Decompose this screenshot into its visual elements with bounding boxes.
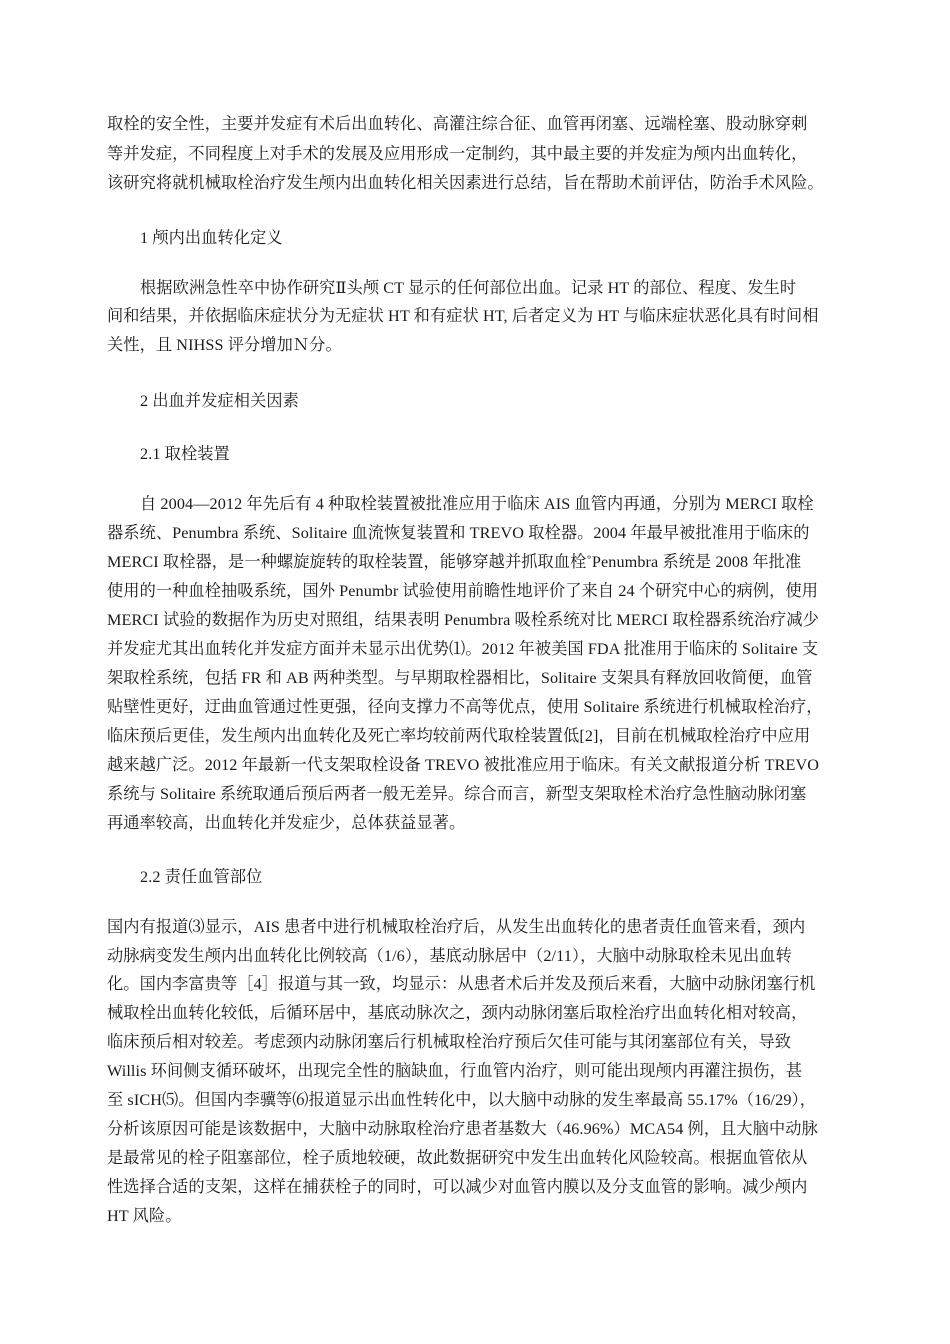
paragraph-line: MERCI 取栓器，是一种螺旋旋转的取栓装置，能够穿越并抓取血栓˚Penumbra 系统是 2008 年批准 — [107, 553, 802, 571]
paragraph-line: 关性，且 NIHSS 评分增加Ｎ分。 — [107, 336, 342, 354]
subsection-heading: 2.1 取栓装置 — [140, 445, 230, 463]
paragraph-line: 化。国内李富贵等［4］报道与其一致，均显示：从患者术后并发及预后来看，大脑中动脉闭塞行机 — [107, 975, 816, 993]
paragraph-line: 根据欧洲急性卒中协作研究Ⅱ头颅 CT 显示的任何部位出血。记录 HT 的部位、程度、发生时 — [140, 279, 797, 297]
paragraph-line: 自 2004—2012 年先后有 4 种取栓装置被批准应用于临床 AIS 血管内再通，分别为 MERCI 取栓 — [140, 495, 814, 513]
paragraph-line: 架取栓系统，包括 FR 和 AB 两种类型。与早期取栓器相比，Solitaire 支架具有释放回收简便，血管 — [107, 669, 813, 687]
intro-line: 取栓的安全性，主要并发症有术后出血转化、高灌注综合征、血管再闭塞、远端栓塞、股动脉穿刺 — [107, 115, 808, 133]
intro-line: 该研究将就机械取栓治疗发生颅内出血转化相关因素进行总结，旨在帮助术前评估，防治手术风险。 — [107, 174, 824, 192]
paragraph-line: 越来越广泛。2012 年最新一代支架取栓设备 TREVO 被批准应用于临床。有关文献报道分析 TREVO — [107, 756, 820, 774]
paragraph-line: 间和结果，并依据临床症状分为无症状 HT 和有症状 HT, 后者定义为 HT 与临床症状恶化具有时间相 — [107, 307, 819, 325]
paragraph-line: 贴壁性更好，迂曲血管通过性更强，径向支撑力不高等优点，使用 Solitaire 系统进行机械取栓治疗， — [107, 698, 823, 716]
subsection-heading: 2.2 责任血管部位 — [140, 868, 263, 886]
intro-line: 等并发症，不同程度上对手术的发展及应用形成一定制约，其中最主要的并发症为颅内出血转化， — [107, 145, 808, 163]
paragraph-line: 性选择合适的支架，这样在捕获栓子的同时，可以减少对血管内膜以及分支血管的影响。减少颅内 — [107, 1178, 808, 1196]
paragraph-line: 械取栓出血转化较低，后循环居中，基底动脉次之，颈内动脉闭塞后取栓治疗出血转化相对较高， — [107, 1004, 808, 1022]
paragraph-line: 临床预后相对较差。考虑颈内动脉闭塞后行机械取栓治疗预后欠佳可能与其闭塞部位有关，导致 — [107, 1033, 792, 1051]
paragraph-line: 再通率较高，出血转化并发症少，总体获益显著。 — [107, 814, 466, 832]
paragraph-line: MERCI 试验的数据作为历史对照组，结果表明 Penumbra 吸栓系统对比 MERCI 取栓器系统治疗减少 — [107, 611, 819, 629]
paragraph-line: Willis 环间侧支循环破坏，出现完全性的脑缺血，行血管内治疗，则可能出现颅内再灌注损伤，甚 — [107, 1062, 803, 1080]
paragraph-line: 至 sICH⑸。但国内李骥等⑹报道显示出血性转化中，以大脑中动脉的发生率最高 55.17%（16/29）， — [107, 1091, 816, 1109]
paragraph-line: 分析该原因可能是该数据中，大脑中动脉取栓治疗患者基数大（46.96%）MCA54 例，且大脑中动脉 — [107, 1120, 818, 1138]
paragraph-line: 使用的一种血栓抽吸系统，国外 Penumbr 试验使用前瞻性地评价了来自 24 个研究中心的病例，使用 — [107, 582, 819, 600]
paragraph-line: 是最常见的栓子阻塞部位，栓子质地较硬，故此数据研究中发生出血转化风险较高。根据血管依从 — [107, 1149, 808, 1167]
paragraph-line: 器系统、Penumbra 系统、Solitaire 血流恢复装置和 TREVO 取栓器。2004 年最早被批准用于临床的 — [107, 524, 810, 542]
paragraph-line: 国内有报道⑶显示，AIS 患者中进行机械取栓治疗后，从发生出血转化的患者责任血管来看，颈内 — [107, 918, 806, 936]
paragraph-line: 系统与 Solitaire 系统取通后预后两者一般无差异。综合而言，新型支架取栓术治疗急性脑动脉闭塞 — [107, 785, 807, 803]
paragraph-line: HT 风险。 — [107, 1207, 182, 1225]
paragraph-line: 临床预后更佳，发生颅内出血转化及死亡率均较前两代取栓装置低[2]，目前在机械取栓治疗中应用 — [107, 727, 811, 745]
paragraph-line: 动脉病变发生颅内出血转化比例较高（1/6），基底动脉居中（2/11），大脑中动脉取栓未见出血转 — [107, 947, 792, 965]
paragraph-line: 并发症尤其出血转化并发症方面并未显示出优势⑴。2012 年被美国 FDA 批准用于临床的 Solitaire 支 — [107, 640, 819, 658]
section-heading: 2 出血并发症相关因素 — [140, 392, 299, 410]
section-heading: 1 颅内出血转化定义 — [140, 229, 283, 247]
